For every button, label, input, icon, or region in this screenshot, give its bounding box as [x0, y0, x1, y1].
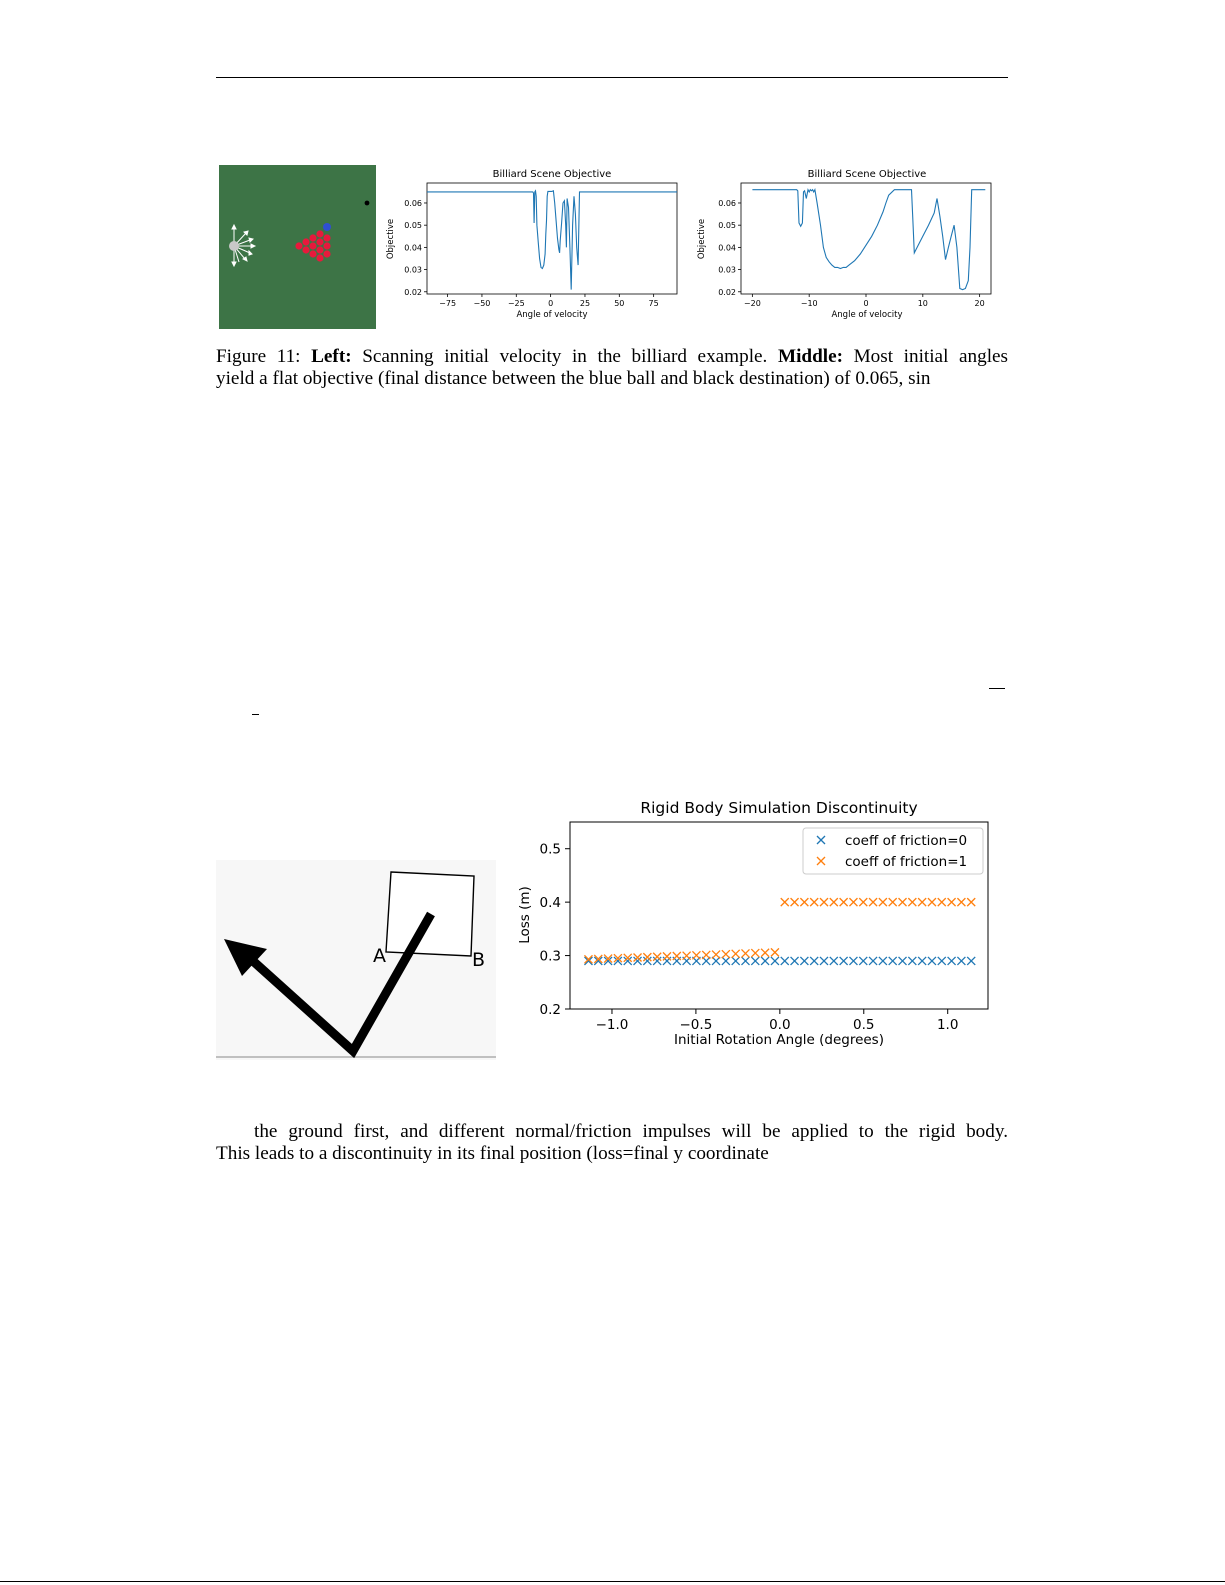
marker-friction-0 [663, 957, 671, 965]
x-tick-label: 25 [579, 299, 591, 308]
marker-friction-1 [781, 898, 789, 906]
y-tick-label: 0.05 [404, 221, 422, 231]
marker-friction-0 [938, 957, 946, 965]
marker-friction-0 [771, 957, 779, 965]
plot-frame [427, 183, 677, 294]
marker-friction-0 [889, 957, 897, 965]
x-tick-label: −50 [473, 299, 491, 308]
cue-ball [229, 241, 239, 251]
marker-friction-0 [908, 957, 916, 965]
header-rule [216, 77, 1008, 78]
marker-friction-1 [840, 898, 848, 906]
footer-rule [0, 1581, 1225, 1582]
body-line-2: This leads to a discontinuity in its final position (loss=final y coordinate [216, 1143, 769, 1164]
marker-friction-1 [653, 953, 661, 961]
y-tick-label: 0.04 [404, 243, 422, 253]
legend-label-1: coeff of friction=1 [845, 854, 968, 870]
y-tick-label: 0.4 [539, 895, 561, 912]
marker-friction-1 [948, 898, 956, 906]
marker-friction-1 [702, 951, 710, 959]
marker-friction-1 [918, 898, 926, 906]
y-axis-label: Objective [697, 218, 707, 260]
stray-dash-right [989, 688, 1005, 689]
chart-markers [584, 898, 975, 965]
marker-friction-0 [810, 957, 818, 965]
x-tick-label: −10 [800, 299, 818, 308]
rigid-body-diagram [216, 860, 496, 1060]
marker-friction-1 [751, 949, 759, 957]
marker-friction-1 [663, 952, 671, 960]
x-tick-label: 0 [863, 299, 869, 308]
x-tick-label: 0.5 [853, 1017, 875, 1033]
x-tick-label: 0 [548, 299, 554, 308]
marker-friction-1 [732, 950, 740, 958]
marker-friction-1 [967, 898, 975, 906]
billiard-chart-middle [384, 165, 684, 325]
billiard-chart-right [695, 165, 995, 325]
marker-friction-0 [791, 957, 799, 965]
caption-line-2: yield a flat objective (final distance between the blue ball and black destination) of 0.065, sin [216, 368, 931, 389]
marker-friction-1 [879, 898, 887, 906]
marker-friction-1 [643, 953, 651, 961]
plot-frame [741, 183, 991, 294]
marker-friction-1 [928, 898, 936, 906]
y-tick-label: 0.5 [539, 841, 561, 858]
x-tick-label: −0.5 [679, 1017, 713, 1033]
marker-friction-1 [869, 898, 877, 906]
x-tick-label: 0.0 [769, 1017, 791, 1033]
x-tick-label: −75 [439, 299, 457, 308]
marker-friction-1 [791, 898, 799, 906]
x-tick-label: −25 [507, 299, 525, 308]
marker-friction-0 [869, 957, 877, 965]
marker-friction-0 [781, 957, 789, 965]
marker-friction-0 [722, 957, 730, 965]
marker-friction-0 [859, 957, 867, 965]
y-tick-label: 0.06 [718, 198, 736, 208]
y-tick-label: 0.2 [539, 1002, 561, 1018]
marker-friction-0 [761, 957, 769, 965]
marker-friction-0 [800, 957, 808, 965]
marker-friction-1 [908, 898, 916, 906]
marker-friction-1 [722, 950, 730, 958]
marker-friction-1 [889, 898, 897, 906]
marker-friction-0 [741, 957, 749, 965]
marker-friction-0 [820, 957, 828, 965]
legend-label-0: coeff of friction=0 [845, 833, 968, 849]
marker-friction-0 [948, 957, 956, 965]
marker-friction-0 [928, 957, 936, 965]
chart-title: Billiard Scene Objective [807, 169, 927, 180]
y-axis-label: Loss (m) [517, 886, 533, 944]
marker-friction-1 [741, 949, 749, 957]
marker-friction-0 [957, 957, 965, 965]
y-tick-label: 0.02 [718, 287, 736, 297]
destination-dot [362, 198, 372, 208]
x-tick-label: 10 [917, 299, 928, 308]
caption-line-1 [216, 346, 1008, 368]
corner-label-a: A [373, 945, 386, 967]
marker-friction-0 [830, 957, 838, 965]
marker-friction-1 [810, 898, 818, 906]
marker-friction-0 [584, 957, 592, 965]
y-tick-label: 0.04 [718, 243, 736, 253]
x-tick-label: 50 [614, 299, 625, 308]
x-tick-label: −1.0 [595, 1017, 629, 1033]
marker-friction-1 [584, 955, 592, 963]
figure-11-caption [216, 346, 1008, 390]
marker-friction-0 [643, 957, 651, 965]
marker-friction-1 [849, 898, 857, 906]
marker-friction-1 [692, 951, 700, 959]
marker-friction-0 [751, 957, 759, 965]
chart-legend [803, 828, 983, 874]
marker-friction-1 [859, 898, 867, 906]
series-line [752, 190, 985, 290]
figure-label: Figure 11: [216, 346, 301, 367]
body-line-1: the ground first, and different normal/friction impulses will be applied to the rigid body. [254, 1121, 1008, 1142]
marker-friction-0 [967, 957, 975, 965]
x-axis-label: Angle of velocity [831, 310, 903, 320]
marker-friction-0 [879, 957, 887, 965]
left-text: Scanning initial velocity in the billiard example. [362, 346, 768, 367]
corner-label-b: B [472, 949, 486, 971]
series-line [427, 191, 677, 290]
marker-friction-0 [840, 957, 848, 965]
marker-friction-0 [849, 957, 857, 965]
marker-friction-0 [732, 957, 740, 965]
stray-dash-left [252, 714, 259, 715]
body-paragraph [216, 1121, 1008, 1165]
middle-label: Middle: [777, 346, 843, 367]
y-tick-label: 0.02 [404, 287, 422, 297]
marker-friction-1 [938, 898, 946, 906]
x-tick-label: −20 [743, 299, 761, 308]
x-tick-label: 75 [648, 299, 659, 308]
marker-friction-0 [918, 957, 926, 965]
marker-friction-1 [771, 948, 779, 956]
marker-friction-1 [830, 898, 838, 906]
y-tick-label: 0.3 [539, 948, 561, 965]
marker-friction-1 [673, 952, 681, 960]
billiard-table [219, 165, 376, 329]
billiard-scene [219, 165, 376, 329]
chart-title: Rigid Body Simulation Discontinuity [640, 799, 918, 817]
marker-friction-0 [653, 957, 661, 965]
marker-friction-1 [712, 951, 720, 959]
x-tick-label: 20 [974, 299, 985, 308]
y-tick-label: 0.06 [404, 198, 422, 208]
marker-friction-1 [957, 898, 965, 906]
y-tick-label: 0.05 [718, 221, 736, 231]
marker-friction-1 [800, 898, 808, 906]
x-tick-label: 1.0 [936, 1017, 959, 1033]
marker-friction-1 [761, 949, 769, 957]
red-balls [295, 230, 330, 261]
marker-friction-0 [899, 957, 907, 965]
marker-friction-1 [683, 952, 691, 960]
chart-title: Billiard Scene Objective [492, 169, 612, 180]
left-label: Left: [311, 346, 352, 367]
middle-text: Most initial angles [853, 346, 1009, 367]
x-axis-label: Angle of velocity [516, 310, 588, 320]
y-axis-label: Objective [386, 218, 396, 260]
blue-ball [323, 223, 331, 231]
rigid-body-chart [510, 795, 990, 1055]
y-tick-label: 0.03 [718, 265, 736, 275]
marker-friction-1 [899, 898, 907, 906]
chart-ticks [404, 199, 659, 308]
y-tick-label: 0.03 [404, 265, 422, 275]
x-axis-label: Initial Rotation Angle (degrees) [674, 1032, 884, 1048]
marker-friction-1 [820, 898, 828, 906]
